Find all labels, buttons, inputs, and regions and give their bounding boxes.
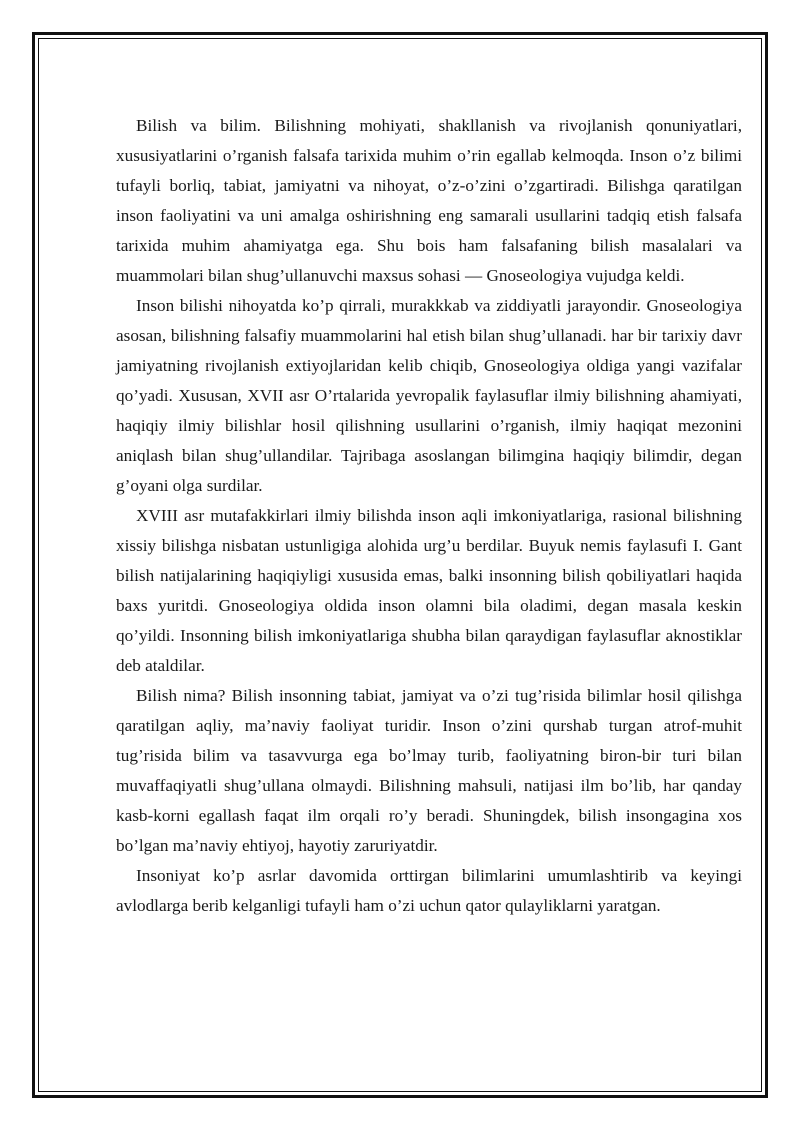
paragraph: XVIII asr mutafakkirlari ilmiy bilishda inson aqli imkoniyatlariga, rasional bilishning xissiy bilishga nisbatan ustunligiga alohida urg’u berdilar. Buyuk nemis faylasufi I. Gant bilish natijalarining haqiqiyligi xususida emas, balki insonning bilish qobiliyatlari haqida baxs yuritdi. Gnoseologiya oldida inson olamni bila oladimi, degan masala keskin qo’yildi. Insonning bilish imkoniyatlariga shubha bilan qaraydigan faylasuflar aknostiklar deb ataldilar.: [116, 506, 742, 675]
paragraph: Bilish va bilim. Bilishning mohiyati, shakllanish va rivojlanish qonuniyatlari, xususiyatlarini o’rganish falsafa tarixida muhim o’rin egallab kelmoqda. Inson o’z bilimi tufayli borliq, tabiat, jamiyatni va nihoyat, o’z-o’zini o’zgartiradi. Bilishga qaratilgan inson faoliyatini va uni amalga oshirishning eng samarali usullarini tadqiq etish falsafa tarixida muhim ahamiyatga ega. Shu bois ham falsafaning bilish masalalari va muammolari bilan shug’ullanuvchi maxsus sohasi — Gnoseologiya vujudga keldi.: [116, 116, 742, 285]
paragraph: Insoniyat ko’p asrlar davomida orttirgan bilimlarini umumlashtirib va keyingi avlodlarga berib kelganligi tufayli ham o’zi uchun qator qulayliklarni yaratgan.: [116, 866, 742, 915]
document-body: [116, 111, 742, 921]
paragraph: Bilish nima? Bilish insonning tabiat, jamiyat va o’zi tug’risida bilimlar hosil qilishga qaratilgan aqliy, ma’naviy faoliyat turidir. Inson o’zini qurshab turgan atrof-muhit tug’risida bilim va tasavvurga ega bo’lmay turib, faoliyatning biron-bir turi bilan muvaffaqiyatli shug’ullana olmaydi. Bilishning mahsuli, natijasi ilm bo’lib, har qanday kasb-korni egallash faqat ilm orqali ro’y beradi. Shuningdek, bilish insongagina xos bo’lgan ma’naviy ehtiyoj, hayotiy zaruriyatdir.: [116, 686, 742, 855]
paragraph: Inson bilishi nihoyatda ko’p qirrali, murakkkab va ziddiyatli jarayondir. Gnoseologiya asosan, bilishning falsafiy muammolarini hal etish bilan shug’ullanadi. har bir tarixiy davr jamiyatning rivojlanish extiyojlaridan kelib chiqib, Gnoseologiya oldiga yangi vazifalar qo’yadi. Xususan, XVII asr O’rtalarida yevropalik faylasuflar ilmiy bilishning ahamiyati, haqiqiy ilmiy bilishlar hosil qilishning usullarini o’rganish, ilmiy haqiqat mezonini aniqlash bilan shug’ullandilar. Tajribaga asoslangan bilimgina haqiqiy bilimdir, degan g’oyani olga surdilar.: [116, 296, 742, 495]
